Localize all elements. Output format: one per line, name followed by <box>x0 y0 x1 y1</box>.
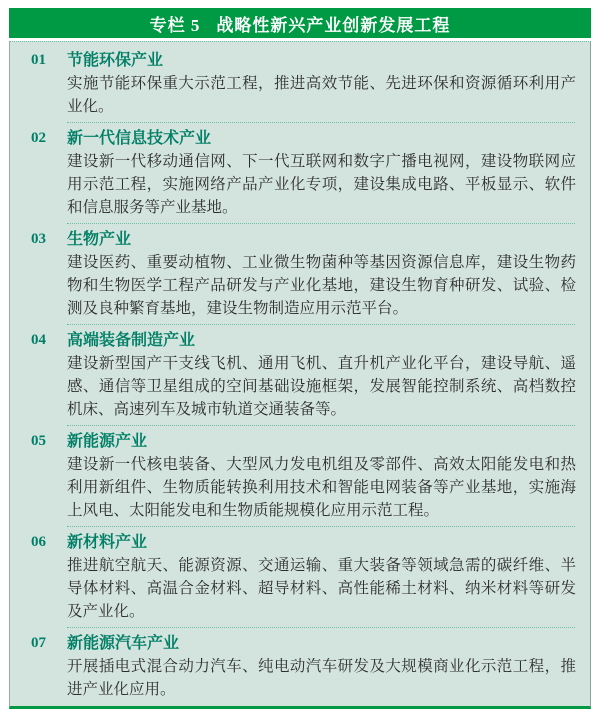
item-content <box>67 49 576 118</box>
item-body: 开展插电式混合动力汽车、纯电动汽车研发及大规模商业化示范工程，推进产业化应用。 <box>67 658 576 698</box>
industry-item <box>10 430 590 522</box>
industry-item <box>10 127 590 219</box>
item-content <box>67 632 576 701</box>
industry-item <box>10 228 590 320</box>
item-content <box>67 430 576 522</box>
item-number: 03 <box>31 231 46 247</box>
item-heading: 新能源产业 <box>67 433 148 450</box>
item-number: 01 <box>31 52 46 68</box>
item-number: 04 <box>31 332 46 348</box>
item-number: 05 <box>31 433 46 449</box>
item-heading: 生物产业 <box>67 231 132 248</box>
item-body: 建设新一代核电装备、大型风力发电机组及零部件、高效太阳能发电和热利用新组件、生物质能转换利用技术和智能电网装备等产业基地，实施海上风电、太阳能发电和生物质能规模化应用示范工程。 <box>67 456 576 519</box>
industry-item <box>10 329 590 421</box>
industry-item <box>10 632 590 701</box>
dotted-separator <box>67 526 575 527</box>
content-box <box>9 41 591 709</box>
dotted-separator <box>67 223 575 224</box>
item-content <box>67 228 576 320</box>
dotted-separator <box>67 324 575 325</box>
item-body: 建设新一代移动通信网、下一代互联网和数字广播电视网，建设物联网应用示范工程，实施网络产品产业化专项，建设集成电路、平板显示、软件和信息服务等产业基地。 <box>67 153 576 216</box>
item-heading: 新材料产业 <box>67 534 148 551</box>
item-body: 实施节能环保重大示范工程，推进高效节能、先进环保和资源循环利用产业化。 <box>67 75 576 115</box>
item-number: 02 <box>31 130 46 146</box>
industry-item <box>10 531 590 623</box>
dotted-separator <box>67 425 575 426</box>
item-heading: 高端装备制造产业 <box>67 332 196 349</box>
item-content <box>67 127 576 219</box>
box-number-label: 专栏 5 <box>149 15 201 35</box>
item-heading: 节能环保产业 <box>67 52 164 69</box>
item-number: 06 <box>31 534 46 550</box>
dotted-separator <box>67 122 575 123</box>
item-content <box>67 329 576 421</box>
item-body: 建设医药、重要动植物、工业微生物菌种等基因资源信息库，建设生物药物和生物医学工程产品研发与产业化基地，建设生物育种研发、试验、检测及良种繁育基地，建设生物制造应用示范平台。 <box>67 254 576 317</box>
dotted-separator <box>67 627 575 628</box>
item-number: 07 <box>31 635 46 651</box>
item-heading: 新一代信息技术产业 <box>67 130 212 147</box>
box-title-banner <box>9 8 591 38</box>
item-content <box>67 531 576 623</box>
item-body: 建设新型国产干支线飞机、通用飞机、直升机产业化平台，建设导航、遥感、通信等卫星组成的空间基础设施框架，发展智能控制系统、高档数控机床、高速列车及城市轨道交通装备等。 <box>67 355 576 418</box>
industry-item <box>10 49 590 118</box>
item-body: 推进航空航天、能源资源、交通运输、重大装备等领域急需的碳纤维、半导体材料、高温合金材料、超导材料、高性能稀土材料、纳米材料等研发及产业化。 <box>67 557 576 620</box>
item-heading: 新能源汽车产业 <box>67 635 180 652</box>
box-title: 战略性新兴产业创新发展工程 <box>216 15 451 35</box>
